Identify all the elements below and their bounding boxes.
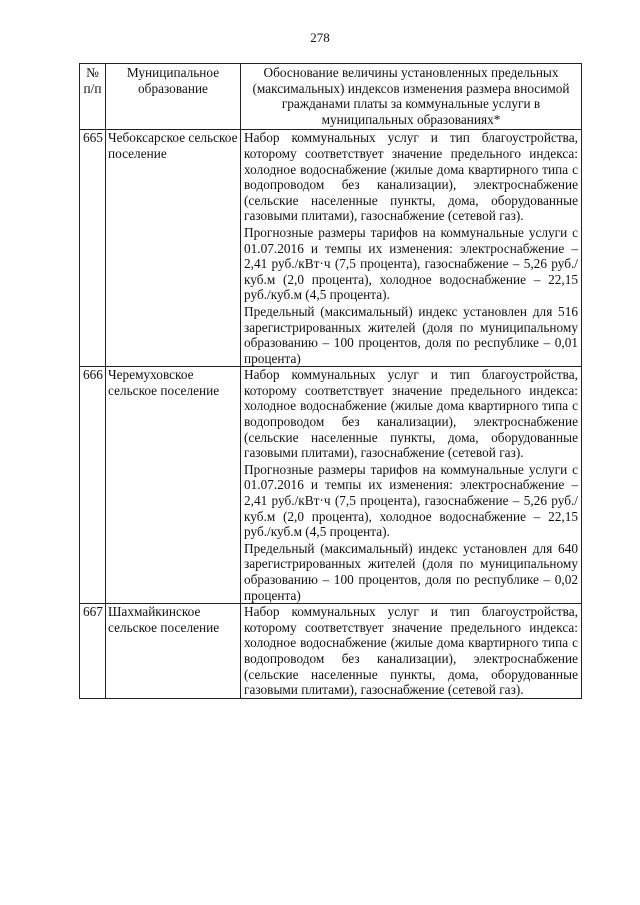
row-number: 667 xyxy=(80,604,106,699)
header-number xyxy=(80,64,106,130)
row-justification xyxy=(241,130,582,367)
table-row xyxy=(80,604,582,699)
header-municipality: Муниципальное образование xyxy=(106,64,241,130)
row-municipality: Черемуховское сельское поселение xyxy=(106,367,241,604)
row-justification xyxy=(241,604,582,699)
tariffs-paragraph: Прогнозные размеры тарифов на коммунальные услуги с 01.07.2016 и темпы их изменения: электроснабжение – 2,41 руб./кВт·ч (7,5 процента), газоснабжение – 5,26 руб./куб.м (2,0 процента), холодное водоснабжение – 22,15 руб./куб.м (4,5 процента). xyxy=(244,224,578,303)
table-header-row xyxy=(80,64,582,130)
index-paragraph: Предельный (максимальный) индекс установлен для 640 зарегистрированных жителей (доля по муниципальному образованию – 100 процентов, доля по республике – 0,02 процента) xyxy=(244,540,578,603)
header-justification: Обоснование величины установленных предельных (максимальных) индексов изменения размера вносимой гражданами платы за коммунальные услуги в муниципальных образованиях* xyxy=(241,64,582,130)
header-number-line1: № xyxy=(86,65,99,80)
tariff-table xyxy=(79,63,582,699)
header-number-line2: п/п xyxy=(83,80,102,96)
row-municipality: Шахмайкинское сельское поселение xyxy=(106,604,241,699)
row-number: 665 xyxy=(80,130,106,367)
table-row xyxy=(80,130,582,367)
row-municipality: Чебоксарское сельское поселение xyxy=(106,130,241,367)
table-row xyxy=(80,367,582,604)
row-number: 666 xyxy=(80,367,106,604)
services-paragraph: Набор коммунальных услуг и тип благоустройства, которому соответствует значение предельного индекса: холодное водоснабжение (жилые дома квартирного типа с водопроводом без канализации), электроснабжение (сельские населенные пункты, дома, оборудованные газовыми плитами), газоснабжение (сетевой газ). xyxy=(244,604,578,698)
services-paragraph: Набор коммунальных услуг и тип благоустройства, которому соответствует значение предельного индекса: холодное водоснабжение (жилые дома квартирного типа с водопроводом без канализации), электроснабжение (сельские населенные пункты, дома, оборудованные газовыми плитами), газоснабжение (сетевой газ). xyxy=(244,130,578,224)
tariffs-paragraph: Прогнозные размеры тарифов на коммунальные услуги с 01.07.2016 и темпы их изменения: электроснабжение – 2,41 руб./кВт·ч (7,5 процента), газоснабжение – 5,26 руб./куб.м (2,0 процента), холодное водоснабжение – 22,15 руб./куб.м (4,5 процента). xyxy=(244,461,578,540)
row-justification xyxy=(241,367,582,604)
index-paragraph: Предельный (максимальный) индекс установлен для 516 зарегистрированных жителей (доля по муниципальному образованию – 100 процентов, доля по республике – 0,01 процента) xyxy=(244,303,578,366)
page-number: 278 xyxy=(310,30,330,45)
services-paragraph: Набор коммунальных услуг и тип благоустройства, которому соответствует значение предельного индекса: холодное водоснабжение (жилые дома квартирного типа с водопроводом без канализации), электроснабжение (сельские населенные пункты, дома, оборудованные газовыми плитами), газоснабжение (сетевой газ). xyxy=(244,367,578,461)
